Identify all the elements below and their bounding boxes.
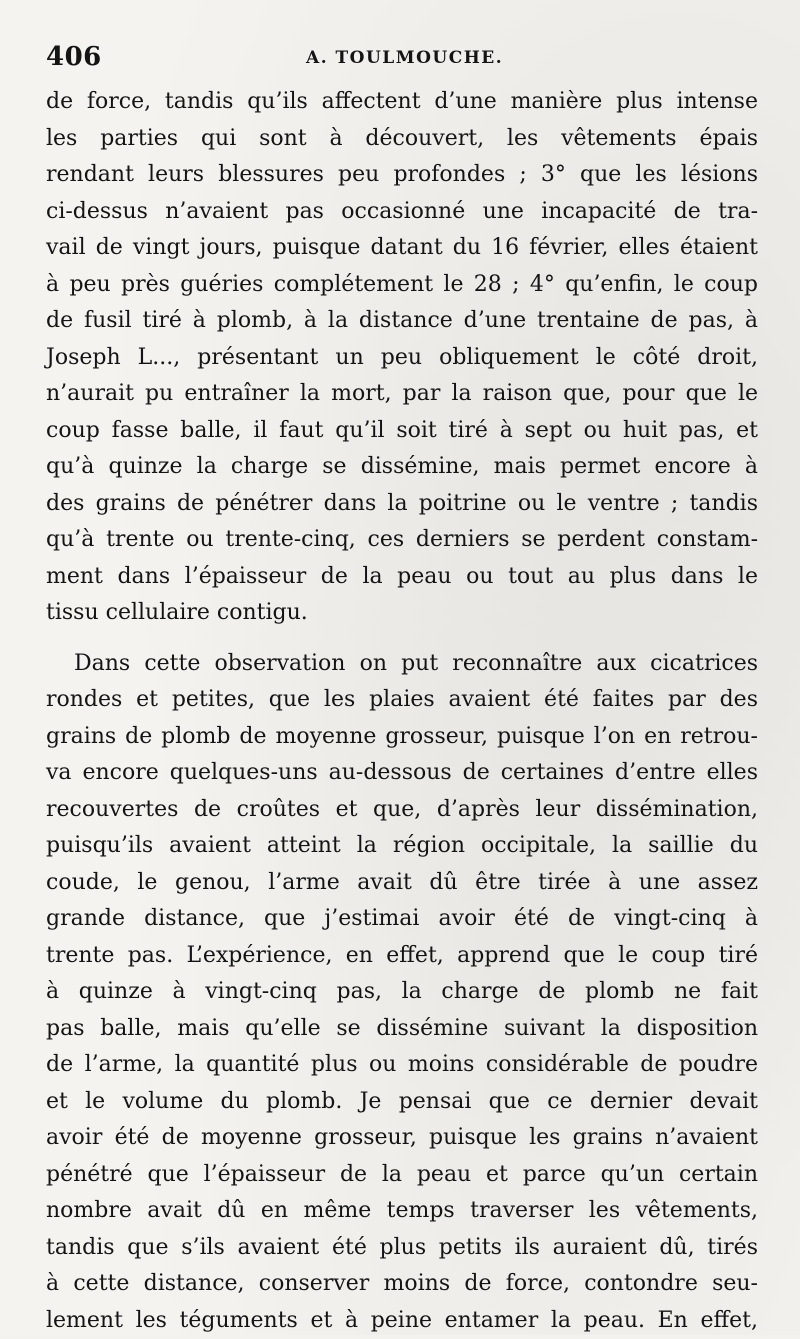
text-line: de force, tandis qu’ils affectent d’une manière plus intense (46, 84, 758, 121)
page-number: 406 (46, 42, 102, 72)
text-line: nombre avait dû en même temps traverser les vêtements, (46, 1193, 758, 1230)
text-line: vail de vingt jours, puisque datant du 16 février, elles étaient (46, 230, 758, 267)
body-text (46, 84, 758, 1339)
text-line: pénétré que l’épaisseur de la peau et parce qu’un certain (46, 1157, 758, 1194)
text-line: qu’à quinze la charge se dissémine, mais permet encore à (46, 449, 758, 486)
text-line: de l’arme, la quantité plus ou moins considérable de poudre (46, 1047, 758, 1084)
text-line: rondes et petites, que les plaies avaient été faites par des (46, 682, 758, 719)
text-line: et le volume du plomb. Je pensai que ce dernier devait (46, 1084, 758, 1121)
text-line: ment dans l’épaisseur de la peau ou tout au plus dans le (46, 559, 758, 596)
text-line: à quinze à vingt-cinq pas, la charge de plomb ne fait (46, 974, 758, 1011)
text-line: Dans cette observation on put reconnaître aux cicatrices (46, 646, 758, 683)
text-line: qu’à trente ou trente-cinq, ces derniers se perdent constam- (46, 522, 758, 559)
text-line: grains de plomb de moyenne grosseur, puisque l’on en retrou- (46, 719, 758, 756)
text-line: tandis que s’ils avaient été plus petits ils auraient dû, tirés (46, 1230, 758, 1267)
text-line: lement les téguments et à peine entamer la peau. En effet, (46, 1303, 758, 1339)
text-line: va encore quelques-uns au-dessous de certaines d’entre elles (46, 755, 758, 792)
text-line: pas balle, mais qu’elle se dissémine suivant la disposition (46, 1011, 758, 1048)
running-head: A. TOULMOUCHE. (306, 48, 503, 68)
text-line: ci-dessus n’avaient pas occasionné une incapacité de tra- (46, 194, 758, 231)
paragraph (46, 646, 758, 1339)
text-line: Joseph L..., présentant un peu obliquement le côté droit, (46, 340, 758, 377)
text-line: de fusil tiré à plomb, à la distance d’une trentaine de pas, à (46, 303, 758, 340)
text-line: des grains de pénétrer dans la poitrine ou le ventre ; tandis (46, 486, 758, 523)
text-line: trente pas. L’expérience, en effet, apprend que le coup tiré (46, 938, 758, 975)
paragraph (46, 84, 758, 632)
text-line: n’aurait pu entraîner la mort, par la raison que, pour que le (46, 376, 758, 413)
text-line: à cette distance, conserver moins de force, contondre seu- (46, 1266, 758, 1303)
text-line: puisqu’ils avaient atteint la région occipitale, la saillie du (46, 828, 758, 865)
paragraph-gap (46, 632, 758, 646)
text-line: recouvertes de croûtes et que, d’après leur dissémination, (46, 792, 758, 829)
text-line: à peu près guéries complétement le 28 ; 4° qu’enfin, le coup (46, 267, 758, 304)
page-header (46, 42, 756, 82)
text-line: avoir été de moyenne grosseur, puisque les grains n’avaient (46, 1120, 758, 1157)
text-line: rendant leurs blessures peu profondes ; 3° que les lésions (46, 157, 758, 194)
text-line: les parties qui sont à découvert, les vêtements épais (46, 121, 758, 158)
text-line: tissu cellulaire contigu. (46, 595, 758, 632)
text-line: coup fasse balle, il faut qu’il soit tiré à sept ou huit pas, et (46, 413, 758, 450)
text-line: coude, le genou, l’arme avait dû être tirée à une assez (46, 865, 758, 902)
text-line: grande distance, que j’estimai avoir été de vingt-cinq à (46, 901, 758, 938)
